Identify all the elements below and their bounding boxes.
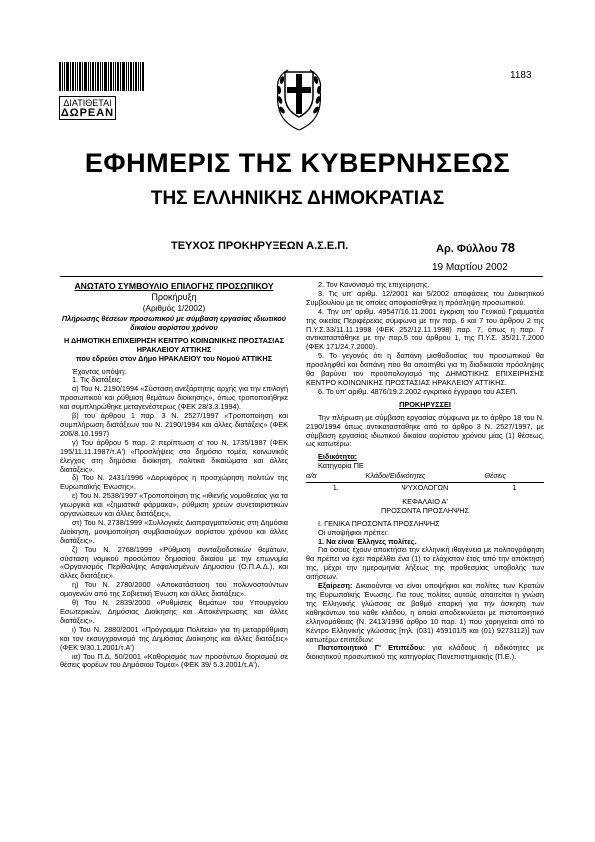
category-label: Κατηγορία ΠΕ — [318, 461, 364, 471]
certificate-label: Πιστοποιητικό Γ' Επιπέδου: — [318, 643, 426, 653]
provision-e: ε) Του Ν. 2538/1997 «Τροποποίηση της «ιθιενής νομοθεσίας για τα γεωργικά και «ζημιατικά φάρμακα», ρύθμιση χρεών συνεταιριστικών οργανώσεων και άλλες διατάξεις». — [60, 491, 288, 519]
provision-th: θ) Του Ν. 2839/2000 «Ρυθμίσεις θεμάτων του Υπουργείου Εσωτερικών, Δημόσιας Διοίκησης και Αποκέντρωσης και άλλες διατάξεις». — [60, 598, 288, 625]
barcode — [59, 62, 145, 91]
provision-h: η) Του Ν. 2780/2000 «Αποκατάσταση του πολυνοστούντων ομογενών από της Σοβιετική Ένωση και άλλες διατάξεις». — [60, 580, 288, 599]
provision-st: στ) Του Ν. 2738/1999 «Συλλογικές Διαπραγματεύσεις στη Δημόσια Διοίκηση, μονιμοποίηση συμβασιούχων αορίστου χρόνου και άλλες διατάξεις». — [60, 517, 288, 545]
coat-of-arms-icon — [270, 60, 328, 132]
issue-date: 19 Μαρτίου 2002 — [432, 262, 508, 273]
free-distribution-box — [59, 96, 116, 120]
left-column — [60, 281, 288, 670]
provision-6: 6. Το υπ' αριθμ. 4876/19.2.2002 εγκριτικό έγγραφο του ΑΣΕΠ. — [318, 386, 518, 396]
provision-i: ι) Του Ν. 2880/2001 «Πρόγραμμα Πολιτεία» για τη μεταρρύθμιση και τον εκσυγχρονισμό της Δημόσιας Διοίκησης και άλλες διατάξεις» (ΦΕΚ 9/30.1.2001/τ.Α') — [60, 624, 288, 652]
announce-text: Την πλήρωση με σύμβαση εργασίας σύμφωνα με το άρθρο 18 του Ν. 2190/1994 όπως αντικαταστάθηκε από το άρθρο 3 Ν. 2527/1997, με σύμβαση εργασίας ιδιωτικού δικαίου αορίστου χρόνου μίας (1) θέσεως, ως κατωτέρω: — [306, 412, 544, 449]
cell-aa: 1. — [332, 483, 339, 493]
provision-z: ζ) Του Ν. 2768/1999 «Ρύθμιση συνταξιοδοτικών θεμάτων, σύσταση νομικού προσώπου δημοσίου δικαίου με την επωνυμία «Οργανισμός Περίθαλψης Ασφαλισμένων Δημοσίου (Ο.Π.Α.Δ.), και άλλες διατάξεις». — [60, 544, 288, 581]
gazette-title: ΕΦΗΜΕΡΙΣ ΤΗΣ ΚΥΒΕΡΝΗΣΕΩΣ — [84, 148, 511, 178]
provision-d: δ) Του Ν. 2431/1996 «Δορυφόρος η προσχώρηση πολιτών της Ευρωπαϊκής Ένωσης». — [60, 473, 288, 492]
positions-table — [306, 472, 544, 494]
cell-specialty: ΨΥΧΟΛΟΓΩΝ — [401, 483, 449, 493]
chapter-title: ΠΡΟΣΟΝΤΑ ΠΡΟΣΛΗΨΗΣ — [380, 505, 470, 515]
free-box-line1: ΔΙΑΤΙΘΕΤΑΙ — [63, 98, 112, 108]
provision-a: α) Του Ν. 2190/1994 «Σύσταση ανεξάρτητης αρχής για την επιλογή προσωπικού και ρύθμιση θεμάτων διοίκησης», όπως τροποποιήθηκε και συμπληρώθηκε μεταγενέστερως (ΦΕΚ 28/3.3.1994). — [60, 384, 288, 412]
candidates-intro: Οι υποψήφιοι πρέπει: — [318, 527, 388, 537]
announcement-number: (Αριθμός 1/2002) — [142, 304, 206, 313]
provision-ia: ια) Του Π.Δ. 50/2001 «Καθορισμός των προσόντων διορισμού σε θέσεις φορέων του Δημόσιου Τομέα» (ΦΕΚ 39/ 5.3.2001/τ.Α'). — [60, 651, 288, 670]
cell-positions: 1 — [512, 483, 517, 493]
page-number: 1183 — [510, 70, 532, 81]
announcement-subject: Πλήρωσης θέσεων προσωπικού με σύμβαση εργασίας ιδιωτικού δικαίου αορίστου χρόνου — [61, 314, 287, 332]
entity-seat: που εδρεύει στον Δήμο ΗΡΑΚΛΕΙΟΥ του Νομού ΑΤΤΙΚΗΣ — [76, 353, 272, 363]
provision-1: 1. Τις διατάξεις: — [72, 375, 122, 385]
sheet-number — [436, 240, 515, 255]
provision-b: β) του άρθρου 1 παρ. 3 Ν. 2527/1997 «Τροποποίηση και συμπλήρωση διατάξεων του Ν. 2190/1994 και άλλες διατάξεις» (ΦΕΚ 206/8.10.1997) — [60, 411, 288, 438]
organization-heading: ΑΝΩΤΑΤΟ ΣΥΜΒΟΥΛΙΟ ΕΠΙΛΟΓΗΣ ΠΡΟΣΩΠΙΚΟΥ — [74, 281, 274, 291]
announcement-heading: Προκήρυξη — [151, 292, 197, 302]
table-row — [306, 483, 544, 494]
section-1-heading: Ι. ΓΕΝΙΚΑ ΠΡΟΣΟΝΤΑ ΠΡΟΣΛΗΨΗΣ — [318, 518, 440, 528]
positions-table-header — [306, 472, 544, 482]
exception-text: Δικαιούνται να είναι υποψήφιοι και πολίτες των Κρατών της Ευρωπαϊκής Ένωσης. Για τους πολίτες αυτούς απαιτείται η γνώση της Ελληνικής γλώσσας σε βαθμό επαρκή για την άσκηση των καθηκόντων του κάθε κλάδου, η οποία αποδεικνύεται με πιστοποιητικό ελληνομάθειας (Ν. 2413/1996 άρθρο 10 παρ. 1) που χορηγείται από το Κέντρο Ελληνικής γλώσσας [τηλ. (031) 459101/5 και (01) 9273112)] των κατωτέρω επιπέδων: — [306, 581, 545, 644]
specialty-label: Ειδικότητα: — [318, 452, 358, 462]
greek-citizens-label: 1. Να είναι Έλληνες πολίτες. — [318, 536, 417, 546]
greek-citizens-text: Για όσους έχουν αποκτήσει την ελληνική ιθαγένεια με πολιτογράφηση θα πρέπει να έχει παρέλθει ένα (1) το ελάχιστον έτος από την απόκτησή της, μέχρι την ημερομηνία λήξεως της προθεσμίας υποβολής των αιτήσεων. — [306, 545, 544, 582]
exception-label: Εξαίρεση: — [318, 581, 353, 591]
announces-heading: ΠΡΟΚΗΡΥΣΣΕΙ — [399, 399, 451, 409]
provision-5: 5. Το γεγονός ότι η δαπάνη μισθοδοσίας του προσωπικού θα προσληφθεί και δαπάνη που θα απαιτηθεί για τη διαδικασία πρόσληψης θα βαρύνει τον προϋπολογισμό της ΔΗΜΟΤΙΚΗΣ ΕΠΙΧΕΙΡΗΣΗΣ ΚΕΝΤΡΟ ΚΟΙΝΩΝΙΚΗΣ ΠΡΟΣΤΑΣΙΑΣ ΗΡΑΚΛΕΙΟΥ ΑΤΤΙΚΗΣ. — [306, 351, 544, 387]
having-regard: Έχοντας υπόψη: — [72, 366, 126, 376]
exception-paragraph — [306, 582, 544, 644]
provision-c: γ) Του άρθρου 5 παρ. 2 περίπτωση α' του Ν. 1735/1987 (ΦΕΚ 195/11.11.1987/τ.Α') «Προσλήψεις στο δημόσιο τομέα, κοινωνικός έλεγχος στη δημόσια διοίκηση, πολιτικά δικαιώματα και άλλες διατάξεις». — [60, 437, 288, 474]
sheet-value: 78 — [500, 240, 516, 255]
free-box-line2: ΔΩΡΕΑΝ — [60, 107, 115, 119]
entity-name: Η ΔΗΜΟΤΙΚΗ ΕΠΙΧΕΙΡΗΣΗ ΚΕΝΤΡΟ ΚΟΙΝΩΝΙΚΗΣ ΠΡΟΣΤΑΣΙΑΣ ΗΡΑΚΛΕΙΟΥ ΑΤΤΙΚΗΣ — [64, 335, 284, 354]
col-header-aa: α/α — [306, 472, 366, 482]
col-header-specialties: Κλάδοι/Ειδικότητες — [366, 472, 485, 482]
gazette-subtitle: ΤΗΣ ΕΛΛΗΝΙΚΗΣ ΔΗΜΟΚΡΑΤΙΑΣ — [150, 188, 445, 209]
col-header-positions: Θέσεις — [485, 472, 545, 482]
chapter-heading: ΚΕΦΑΛΑΙΟ Α' — [402, 496, 448, 506]
certificate-paragraph — [306, 644, 544, 662]
provision-4: 4. Την υπ' αριθμ. 49547/16.11.2001 έγκριση του Γενικού Γραμματέα της οικείας Περιφέρειας σύμφωνα με την παρ. 6 και 7 του άρθρου 2 της Π.Υ.Σ.33/11.11.1998 (ΦΕΚ 252/12.11.1998) παρ. 7, όπως η παρ. 7 αντικαταστάθηκε με την παρ.5 του άρθρου 1, της Π.Υ.Σ. 35/21.7.2000 (ΦΕΚ 171/24.7.2000). — [306, 306, 544, 352]
provision-2: 2. Τον Κανονισμό της επιχείρησης. — [318, 280, 430, 289]
provision-3: 3. Τις υπ' αριθμ. 12/2001 και 5/2002 αποφάσεις του Διοικητικού Συμβουλίου με τις οποίες αποφασίσθηκε η πρόσληψη προσωπικού. — [306, 288, 544, 307]
right-column — [306, 281, 544, 662]
issue-series: ΤΕΥΧΟΣ ΠΡΟΚΗΡΥΞΕΩΝ Α.Σ.Ε.Π. — [171, 240, 349, 252]
sheet-label: Αρ. Φύλλου — [436, 243, 498, 255]
header-rule — [60, 276, 543, 277]
certificate-text: για κλάδους ή ειδικότητες με διοικητικού προσωπικού της κατηγορίας Πανεπιστημιακής (Π.Ε.). — [306, 643, 544, 662]
